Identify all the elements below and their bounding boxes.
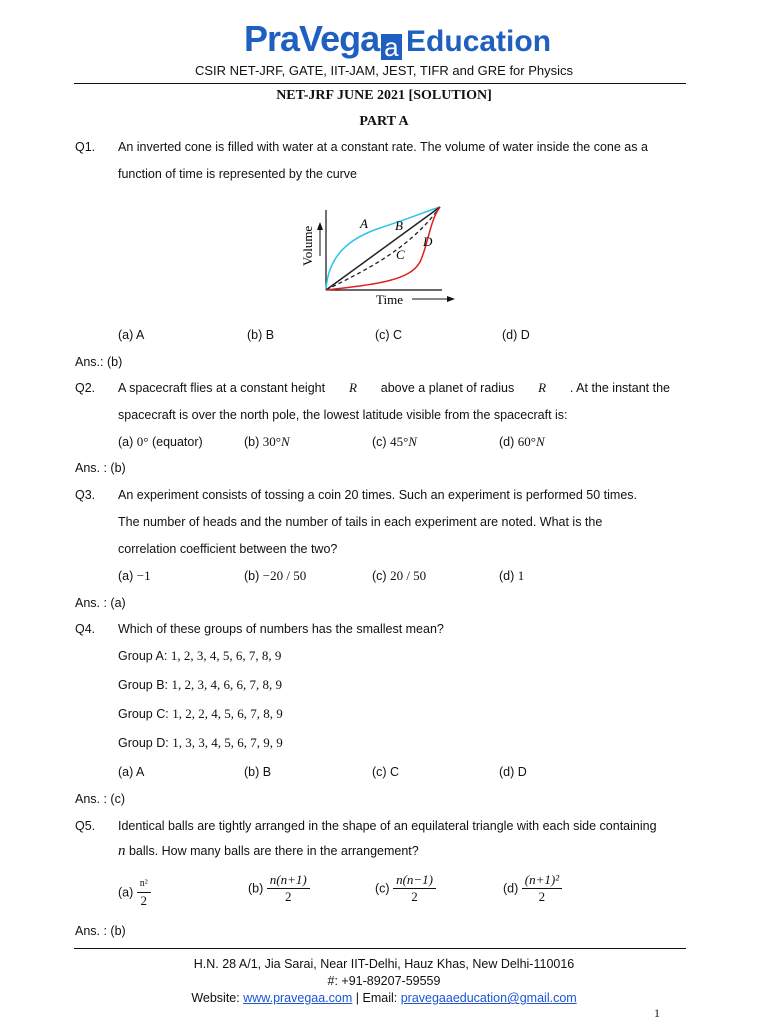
q3-option-d: [499, 568, 524, 584]
q3-option-a-value: −1: [136, 568, 151, 583]
group-values: 1, 2, 2, 4, 5, 6, 7, 8, 9: [172, 706, 283, 721]
q4-answer: Ans. : (c): [75, 792, 126, 806]
q4-group-a: [118, 648, 281, 664]
q5-option-b: [248, 872, 310, 905]
q5-option-d-denominator: 2: [538, 889, 546, 904]
q5-option-a-denominator: 2: [140, 893, 148, 908]
q5-option-b-numerator: n(n+1): [267, 872, 310, 889]
q1-option-c: (c) C: [375, 328, 403, 342]
q2-answer: Ans. : (b): [75, 461, 126, 475]
q1-option-b: (b) B: [247, 328, 275, 342]
footer-phone: #: +91-89207-59559: [327, 974, 441, 988]
q3-text-line2: The number of heads and the number of tails in each experiment are noted. What is the: [118, 515, 603, 529]
q2-option-c-value: 45°: [390, 434, 409, 449]
q5-answer: Ans. : (b): [75, 924, 126, 938]
q2-text-b: above a planet of radius: [380, 381, 515, 395]
q5-number: Q5.: [75, 819, 96, 833]
q1-text-line2: function of time is represented by the curve: [118, 167, 358, 181]
q1-number: Q1.: [75, 140, 96, 154]
q3-option-a: [118, 568, 151, 584]
header-logo: [244, 18, 551, 60]
q3-option-c: [372, 568, 426, 584]
footer-contact: [0, 991, 768, 1005]
q5-option-b-fraction: [267, 872, 310, 905]
q5-option-a-fraction: [137, 876, 151, 909]
graph-x-arrow-head: [447, 296, 455, 302]
q3-option-c-prefix: (c): [372, 569, 387, 583]
group-values: 1, 2, 3, 4, 5, 6, 7, 8, 9: [170, 648, 282, 663]
q2-option-c: [372, 434, 417, 450]
q5-option-a-prefix: (a): [118, 885, 134, 900]
logo-wordmark: PraVega: [244, 18, 380, 59]
q5-option-d: [503, 872, 562, 905]
q2-option-a-suffix: (equator): [151, 435, 203, 449]
graph-y-arrow-head: [317, 222, 323, 230]
q5-option-c-fraction: [393, 872, 436, 905]
graph-xlabel: Time: [376, 292, 403, 307]
q4-text-line1: Which of these groups of numbers has the smallest mean?: [118, 622, 444, 636]
q3-text-line3: correlation coefficient between the two?: [118, 542, 338, 556]
footer-email-link[interactable]: pravegaaeducation@gmail.com: [400, 991, 577, 1005]
group-label: Group B:: [118, 678, 169, 692]
q5-option-c: [375, 872, 436, 905]
q3-option-d-prefix: (d): [499, 569, 515, 583]
q2-number: Q2.: [75, 381, 96, 395]
q5-option-a: [118, 876, 151, 909]
q2-option-b-value: 30°: [262, 434, 281, 449]
graph-label-b: B: [395, 218, 403, 233]
graph-label-d: D: [423, 234, 433, 249]
q2-option-d: [499, 434, 545, 450]
footer-address: H.N. 28 A/1, Jia Sarai, Near IIT-Delhi, Hauz Khas, New Delhi-110016: [193, 957, 575, 971]
q4-number: Q4.: [75, 622, 96, 636]
footer-website-label: Website:: [191, 991, 240, 1005]
q5-var-n: n: [118, 843, 126, 859]
q3-option-a-prefix: (a): [118, 569, 134, 583]
q5-option-d-fraction: [522, 872, 562, 905]
q2-option-d-prefix: (d): [499, 435, 515, 449]
doc-title: NET-JRF JUNE 2021 [SOLUTION]: [276, 88, 492, 103]
q2-option-a-value: 0°: [136, 434, 149, 449]
q2-text-line1: [118, 380, 670, 396]
q3-number: Q3.: [75, 488, 96, 502]
q4-option-a: (a) A: [118, 765, 145, 779]
q5-text-line1: Identical balls are tightly arranged in the shape of an equilateral triangle with each side containing: [118, 819, 657, 833]
q4-option-d: (d) D: [499, 765, 527, 779]
q5-text-line2-rest: balls. How many balls are there in the arrangement?: [128, 844, 419, 858]
q2-text-c: . At the instant the: [569, 381, 670, 395]
q5-option-a-numerator: n²: [137, 876, 151, 893]
q5-option-c-numerator: n(n−1): [393, 872, 436, 889]
q2-option-b-prefix: (b): [244, 435, 260, 449]
footer-rule: [74, 948, 686, 949]
q2-var-r2: R: [538, 380, 547, 395]
q1-answer: Ans.: (b): [75, 355, 123, 369]
q2-option-b-unit: N: [280, 434, 290, 449]
q2-option-d-value: 60°: [517, 434, 536, 449]
q5-option-d-numerator: (n+1)²: [522, 872, 562, 889]
q4-group-c: [118, 706, 283, 722]
q2-option-a-prefix: (a): [118, 435, 134, 449]
q3-answer: Ans. : (a): [75, 596, 126, 610]
logo-box-letter: a: [381, 34, 401, 60]
q5-option-b-denominator: 2: [284, 889, 292, 904]
q2-option-a: [118, 434, 203, 450]
q3-text-line1: An experiment consists of tossing a coin 20 times. Such an experiment is performed 50 times.: [118, 488, 637, 502]
group-values: 1, 3, 3, 4, 5, 6, 7, 9, 9: [172, 735, 283, 750]
q2-option-b: [244, 434, 290, 450]
group-label: Group A:: [118, 649, 168, 663]
q5-option-c-prefix: (c): [375, 881, 390, 896]
graph-label-a: A: [360, 216, 368, 231]
part-heading: PART A: [359, 114, 409, 129]
q4-option-c: (c) C: [372, 765, 400, 779]
logo-education: Education: [406, 25, 552, 58]
q3-option-b-value: −20 / 50: [262, 568, 307, 583]
q4-group-b: [118, 677, 282, 693]
header-tagline: CSIR NET-JRF, GATE, IIT-JAM, JEST, TIFR and GRE for Physics: [194, 63, 574, 78]
q2-text-line2: spacecraft is over the north pole, the lowest latitude visible from the spacecraft is:: [118, 408, 568, 422]
group-label: Group D:: [118, 736, 169, 750]
q5-option-c-denominator: 2: [411, 889, 418, 904]
q3-option-d-value: 1: [517, 568, 525, 583]
graph-ylabel: Volume: [300, 225, 315, 266]
q3-option-b: [244, 568, 306, 584]
header-rule: [74, 83, 686, 84]
q5-option-d-prefix: (d): [503, 881, 519, 896]
page-number: 1: [654, 1006, 660, 1020]
q2-option-c-unit: N: [408, 434, 417, 449]
q2-option-d-unit: N: [535, 434, 545, 449]
group-values: 1, 2, 3, 4, 6, 6, 7, 8, 9: [171, 677, 283, 692]
footer-separator: | Email:: [355, 991, 398, 1005]
graph-label-c: C: [396, 247, 405, 262]
q2-var-r1: R: [348, 380, 357, 395]
q4-option-b: (b) B: [244, 765, 272, 779]
q4-group-d: [118, 735, 283, 751]
q5-text-line2: [118, 843, 419, 859]
group-label: Group C:: [118, 707, 169, 721]
q5-option-b-prefix: (b): [248, 881, 264, 896]
q3-option-c-value: 20 / 50: [390, 568, 427, 583]
footer-website-link[interactable]: www.pravegaa.com: [243, 991, 353, 1005]
q2-option-c-prefix: (c): [372, 435, 387, 449]
q3-option-b-prefix: (b): [244, 569, 260, 583]
q2-text-a: A spacecraft flies at a constant height: [118, 381, 326, 395]
q1-option-a: (a) A: [118, 328, 145, 342]
q1-graph: [290, 200, 470, 312]
q1-text-line1: An inverted cone is filled with water at a constant rate. The volume of water inside the cone as a: [118, 140, 648, 154]
q1-option-d: (d) D: [502, 328, 530, 342]
